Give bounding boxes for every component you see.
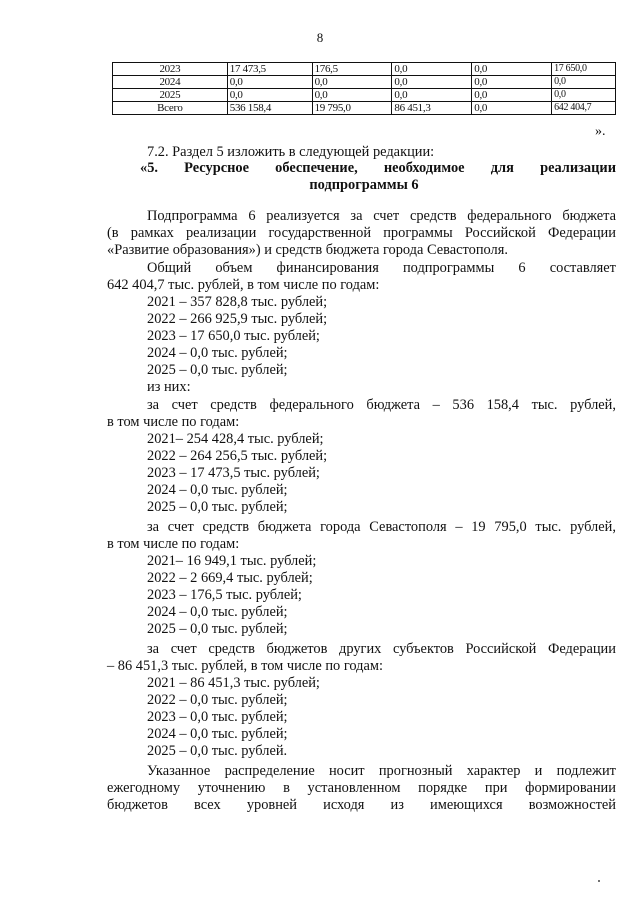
table-row <box>113 63 616 76</box>
final-paragraph-line3: бюджетов всех уровней исходя из имеющихся возможностей <box>107 797 616 813</box>
paragraph-1-line3: «Развитие образования») и средств бюджета города Севастополя. <box>107 242 508 258</box>
table-cell: 536 158,4 <box>227 102 312 115</box>
table-cell: 0,0 <box>552 89 616 102</box>
sevastopol-budget-line1: за счет средств бюджета города Севастополя – 19 795,0 тыс. рублей, <box>147 519 616 535</box>
other-year-2025: 2025 – 0,0 тыс. рублей. <box>147 743 288 759</box>
table-cell: 0,0 <box>472 63 552 76</box>
table-cell: 0,0 <box>227 89 312 102</box>
federal-budget-line2: в том числе по годам: <box>107 414 240 430</box>
table-cell-year: 2025 <box>113 89 228 102</box>
paragraph-1-line2: (в рамках реализации государственной программы Российской Федерации <box>107 225 616 241</box>
final-paragraph-line2: ежегодному уточнению в установленном порядке при формировании <box>107 780 616 796</box>
heading-word: «5. Ресурсное <box>140 160 249 176</box>
table-cell: 176,5 <box>312 63 392 76</box>
section-heading-line2: подпрограммы 6 <box>309 177 419 193</box>
table-row <box>113 89 616 102</box>
other-subjects-line2: – 86 451,3 тыс. рублей, в том числе по годам: <box>107 658 383 674</box>
federal-year-2024: 2024 – 0,0 тыс. рублей; <box>147 482 288 498</box>
heading-word: обеспечение, <box>275 160 358 176</box>
sevastopol-year-2025: 2025 – 0,0 тыс. рублей; <box>147 621 288 637</box>
table-cell: 86 451,3 <box>392 102 472 115</box>
other-subjects-line1: за счет средств бюджетов других субъектов Российской Федерации <box>147 641 616 657</box>
table-cell: 0,0 <box>552 76 616 89</box>
table-cell: 0,0 <box>312 89 392 102</box>
federal-year-2023: 2023 – 17 473,5 тыс. рублей; <box>147 465 320 481</box>
sevastopol-year-2024: 2024 – 0,0 тыс. рублей; <box>147 604 288 620</box>
other-year-2024: 2024 – 0,0 тыс. рублей; <box>147 726 288 742</box>
table-cell: 642 404,7 <box>552 102 616 115</box>
federal-year-2021: 2021– 254 428,4 тыс. рублей; <box>147 431 324 447</box>
table-cell: 0,0 <box>392 89 472 102</box>
heading-word: реализации <box>540 160 616 176</box>
section-heading-line1 <box>140 160 616 177</box>
sevastopol-year-2021: 2021– 16 949,1 тыс. рублей; <box>147 553 317 569</box>
of-them-label: из них: <box>147 379 191 395</box>
federal-year-2025: 2025 – 0,0 тыс. рублей; <box>147 499 288 515</box>
table-cell: 17 473,5 <box>227 63 312 76</box>
closing-quote-mark: ». <box>595 124 606 139</box>
federal-budget-line1: за счет средств федерального бюджета – 536 158,4 тыс. рублей, <box>147 397 616 413</box>
other-year-2022: 2022 – 0,0 тыс. рублей; <box>147 692 288 708</box>
table-cell: 0,0 <box>472 76 552 89</box>
table-cell: 0,0 <box>312 76 392 89</box>
total-year-2022: 2022 – 266 925,9 тыс. рублей; <box>147 311 328 327</box>
scan-speck <box>598 880 600 882</box>
heading-word: необходимое <box>383 160 465 176</box>
total-year-2021: 2021 – 357 828,8 тыс. рублей; <box>147 294 328 310</box>
total-year-2025: 2025 – 0,0 тыс. рублей; <box>147 362 288 378</box>
total-year-2024: 2024 – 0,0 тыс. рублей; <box>147 345 288 361</box>
table-cell: 0,0 <box>472 102 552 115</box>
other-year-2023: 2023 – 0,0 тыс. рублей; <box>147 709 288 725</box>
sevastopol-budget-line2: в том числе по годам: <box>107 536 240 552</box>
final-paragraph-line1: Указанное распределение носит прогнозный характер и подлежит <box>147 763 616 779</box>
table-cell-year: 2023 <box>113 63 228 76</box>
sevastopol-year-2023: 2023 – 176,5 тыс. рублей; <box>147 587 302 603</box>
table-cell: 0,0 <box>227 76 312 89</box>
heading-word: для <box>490 160 514 176</box>
table-cell: 17 650,0 <box>552 63 616 76</box>
table-cell: 19 795,0 <box>312 102 392 115</box>
table-row <box>113 76 616 89</box>
other-year-2021: 2021 – 86 451,3 тыс. рублей; <box>147 675 320 691</box>
table-row-total <box>113 102 616 115</box>
paragraph-2-line2: 642 404,7 тыс. рублей, в том числе по годам: <box>107 277 380 293</box>
sevastopol-year-2022: 2022 – 2 669,4 тыс. рублей; <box>147 570 313 586</box>
table-cell-year: Всего <box>113 102 228 115</box>
paragraph-1-line1: Подпрограмма 6 реализуется за счет средств федерального бюджета <box>147 208 616 224</box>
paragraph-2-line1: Общий объем финансирования подпрограммы 6 составляет <box>147 260 616 276</box>
table-cell: 0,0 <box>392 63 472 76</box>
federal-year-2022: 2022 – 264 256,5 тыс. рублей; <box>147 448 328 464</box>
table-cell: 0,0 <box>472 89 552 102</box>
table-cell-year: 2024 <box>113 76 228 89</box>
section-intro: 7.2. Раздел 5 изложить в следующей редакции: <box>147 144 435 160</box>
budget-table <box>112 62 616 115</box>
total-year-2023: 2023 – 17 650,0 тыс. рублей; <box>147 328 320 344</box>
page-number: 8 <box>316 30 324 45</box>
table-cell: 0,0 <box>392 76 472 89</box>
